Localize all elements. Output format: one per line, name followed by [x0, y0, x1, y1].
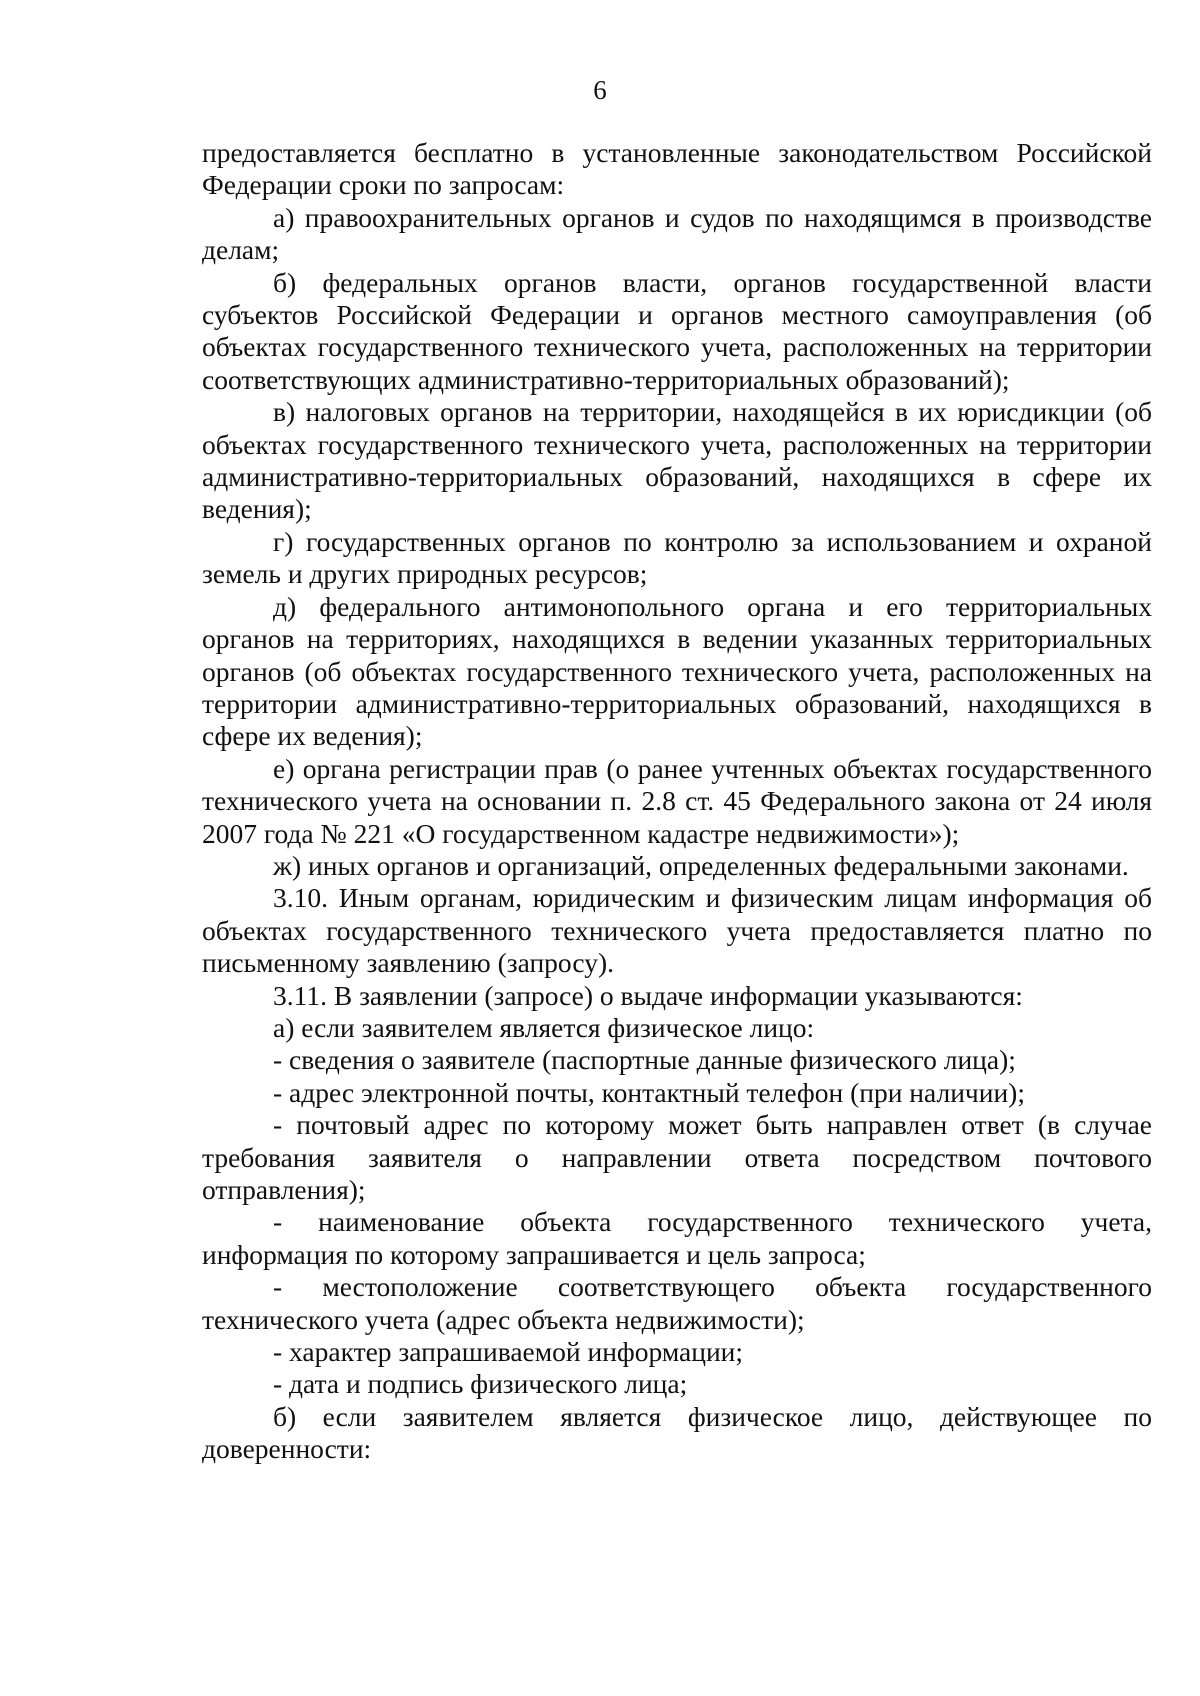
page-number: 6	[593, 75, 607, 105]
paragraph-item-e-registration: е) органа регистрации прав (о ранее учтенных объектах государственного технического учета на основании п. 2.8 ст. 45 Федерального закона от 24 июля 2007 года № 221 «О государственном кадастре недвижимости»);	[202, 752, 1152, 849]
list-item-info-nature: - характер запрашиваемой информации;	[273, 1336, 744, 1368]
paragraph-clause-3-10: 3.10. Иным органам, юридическим и физическим лицам информация об объектах государственного технического учета предоставляется платно по письменному заявлению (запросу).	[202, 882, 1152, 979]
paragraph-item-a-law-enforcement: а) правоохранительных органов и судов по находящимся в производстве делам;	[202, 201, 1152, 266]
paragraph-item-d-antimonopoly: д) федерального антимонопольного органа и его территориальных органов на территориях, находящихся в ведении указанных территориальных органов (об объектах государственного технического учета, расположенных на территории административно-территориальных образований, находящихся в сфере их ведения);	[202, 590, 1152, 752]
paragraph-subitem-a-individual: а) если заявителем является физическое лицо:	[273, 1011, 815, 1043]
paragraph-subitem-b-proxy: б) если заявителем является физическое лицо, действующее по доверенности:	[202, 1400, 1152, 1465]
paragraph-clause-3-11: 3.11. В заявлении (запросе) о выдаче информации указываются:	[273, 979, 1023, 1011]
list-item-email-phone: - адрес электронной почты, контактный телефон (при наличии);	[273, 1076, 1025, 1108]
paragraph-item-b-federal-authorities: б) федеральных органов власти, органов государственной власти субъектов Российской Федерации и органов местного самоуправления (об объектах государственного технического учета, расположенных на территории соответствующих административно-территориальных образований);	[202, 266, 1152, 395]
list-item-object-name: - наименование объекта государственного технического учета, информация по которому запрашивается и цель запроса;	[202, 1206, 1152, 1270]
list-item-date-signature: - дата и подпись физического лица;	[273, 1368, 688, 1400]
paragraph-continuation: предоставляется бесплатно в установленные законодательством Российской Федерации сроки по запросам:	[202, 137, 1152, 201]
paragraph-item-v-tax-authorities: в) налоговых органов на территории, находящейся в их юрисдикции (об объектах государственного технического учета, расположенных на территории административно-территориальных образований, находящихся в сфере их ведения);	[202, 396, 1152, 525]
list-item-applicant-details: - сведения о заявителе (паспортные данные физического лица);	[273, 1044, 1016, 1076]
list-item-object-location: - местоположение соответствующего объекта государственного технического учета (адрес объекта недвижимости);	[202, 1271, 1152, 1335]
paragraph-item-zh-other-bodies: ж) иных органов и организаций, определенных федеральными законами.	[273, 849, 1129, 881]
document-body	[202, 137, 1152, 1466]
paragraph-item-g-land-control: г) государственных органов по контролю за использованием и охраной земель и других природных ресурсов;	[202, 525, 1152, 590]
list-item-postal-address: - почтовый адрес по которому может быть направлен ответ (в случае требования заявителя о направлении ответа посредством почтового отправления);	[202, 1109, 1152, 1205]
